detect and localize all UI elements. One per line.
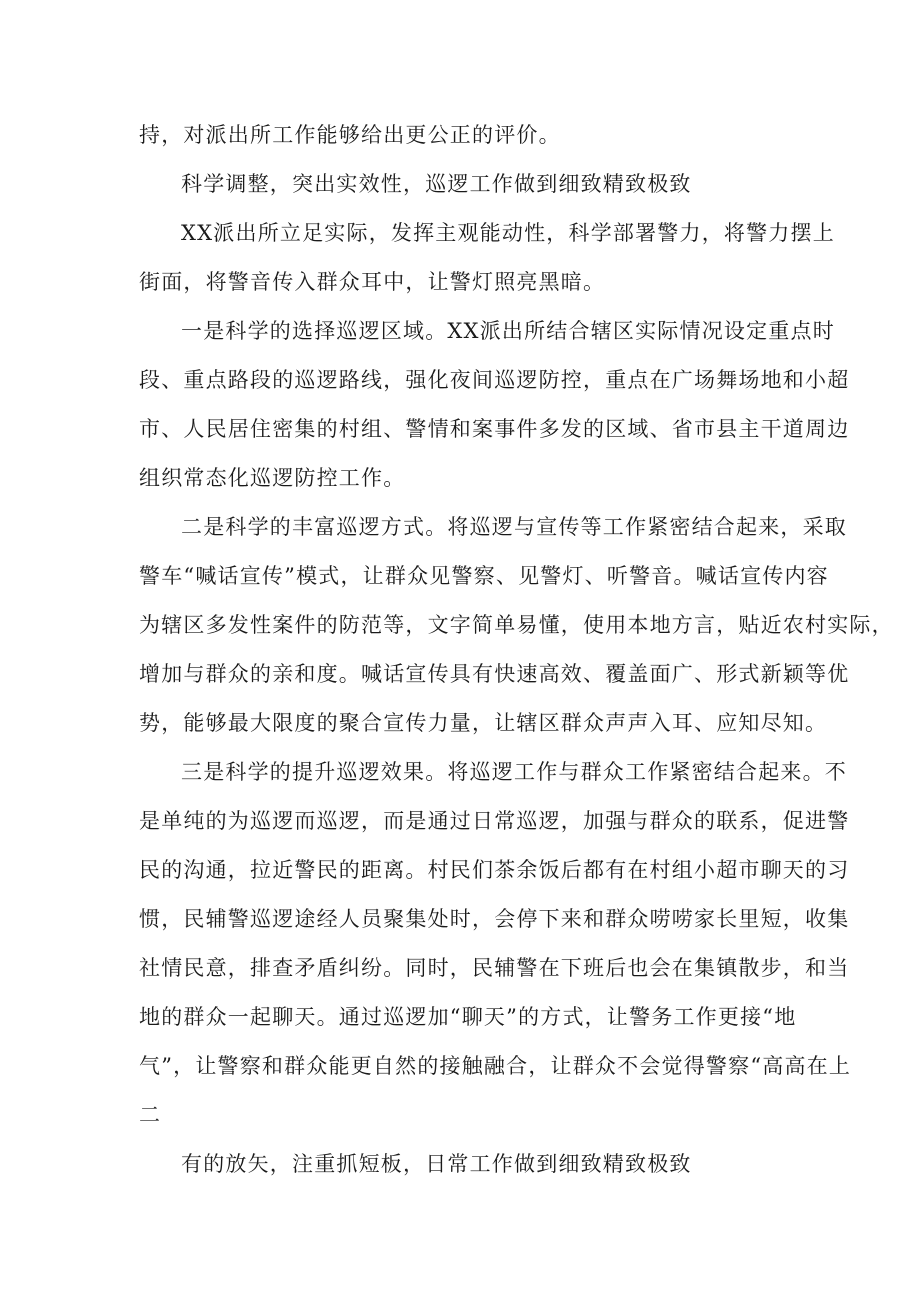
paragraph-line: 组织常态化巡逻防控工作。 <box>139 466 406 490</box>
paragraph-line: 二是科学的丰富巡逻方式。将巡逻与宣传等工作紧密结合起来，采取 <box>181 515 847 539</box>
paragraph-line: 市、人民居住密集的村组、警情和案事件多发的区域、省市县主干道周边 <box>139 417 850 441</box>
paragraph-line: 持，对派出所工作能够给出更公正的评价。 <box>139 123 561 147</box>
paragraph-line: 二 <box>139 1103 162 1127</box>
section-heading: 科学调整，突出实效性，巡逻工作做到细致精致极致 <box>181 172 692 196</box>
paragraph-line: 为辖区多发性案件的防范等，文字简单易懂，使用本地方言，贴近农村实际， <box>139 613 894 637</box>
paragraph-line: XX派出所立足实际，发挥主观能动性，科学部署警力，将警力摆上 <box>181 221 835 245</box>
paragraph-line: 地的群众一起聊天。通过巡逻加“聊天”的方式，让警务工作更接“地 <box>139 1005 797 1029</box>
paragraph-line: 警车“喊话宣传”模式，让群众见警察、见警灯、听警音。喊话宣传内容 <box>139 564 829 588</box>
paragraph-line: 段、重点路段的巡逻路线，强化夜间巡逻防控，重点在广场舞场地和小超 <box>139 368 850 392</box>
paragraph-line: 社情民意，排查矛盾纠纷。同时，民辅警在下班后也会在集镇散步，和当 <box>139 956 850 980</box>
paragraph-line: 一是科学的选择巡逻区域。XX派出所结合辖区实际情况设定重点时 <box>181 319 835 343</box>
paragraph-line: 增加与群众的亲和度。喊话宣传具有快速高效、覆盖面广、形式新颖等优 <box>139 662 850 686</box>
paragraph-line: 是单纯的为巡逻而巡逻，而是通过日常巡逻，加强与群众的联系，促进警 <box>139 809 850 833</box>
paragraph-line: 民的沟通，拉近警民的距离。村民们茶余饭后都有在村组小超市聊天的习 <box>139 858 850 882</box>
paragraph-line: 三是科学的提升巡逻效果。将巡逻工作与群众工作紧密结合起来。不 <box>181 760 847 784</box>
paragraph-line: 气”，让警察和群众能更自然的接触融合，让群众不会觉得警察“高高在上 <box>139 1054 852 1078</box>
paragraph-line: 街面，将警音传入群众耳中，让警灯照亮黑暗。 <box>139 270 606 294</box>
paragraph-line: 势，能够最大限度的聚合宣传力量，让辖区群众声声入耳、应知尽知。 <box>139 711 828 735</box>
paragraph-line: 惯，民辅警巡逻途经人员聚集处时，会停下来和群众唠唠家长里短，收集 <box>139 907 850 931</box>
section-heading: 有的放矢，注重抓短板，日常工作做到细致精致极致 <box>181 1152 692 1176</box>
